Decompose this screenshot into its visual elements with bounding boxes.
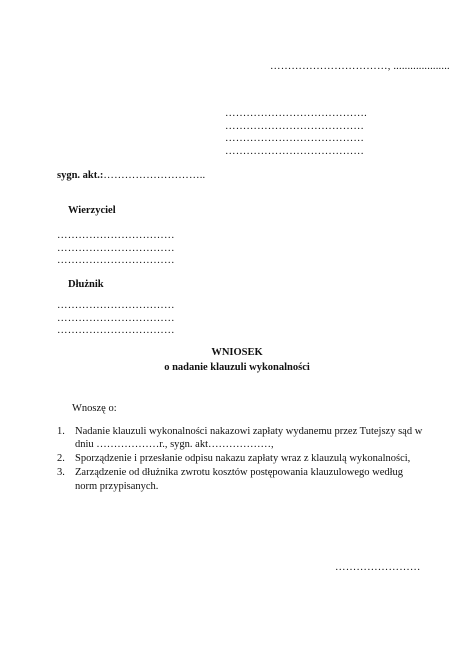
court-address-line: ………………………………… — [225, 145, 365, 157]
place-date-line: ……………………………, .................... — [270, 61, 450, 72]
request-intro: Wnoszę o: — [72, 403, 117, 414]
case-ref-value: ……………………….. — [103, 170, 206, 181]
creditor-line: …………………………… — [57, 230, 175, 241]
request-list — [57, 425, 427, 494]
court-address-line: ………………………………… — [225, 133, 365, 144]
debtor-lines — [57, 299, 175, 337]
court-address-line: ………………………………… — [225, 120, 365, 132]
request-number: 2. — [57, 453, 65, 465]
creditor-heading: Wierzyciel — [68, 205, 116, 216]
request-text: Sporządzenie i przesłanie odpisu nakazu zapłaty wraz z klauzulą wykonalności, — [75, 453, 411, 465]
document-subtitle: o nadanie klauzuli wykonalności — [164, 362, 310, 373]
creditor-line: …………………………… — [57, 255, 175, 266]
request-number: 3. — [57, 467, 65, 479]
request-text: Zarządzenie od dłużnika zwrotu kosztów postępowania klauzulowego według norm przypisanych. — [75, 467, 404, 492]
document-title: WNIOSEK — [211, 347, 263, 358]
court-address-block — [225, 107, 367, 157]
request-text: Nadanie klauzuli wykonalności nakazowi zapłaty wydanemu przez Tutejszy sąd w dniu ………………r., sygn. akt………………, — [75, 426, 423, 451]
request-item — [57, 452, 427, 465]
debtor-heading: Dłużnik — [68, 279, 104, 290]
case-reference — [57, 169, 205, 182]
case-ref-label: sygn. akt.: — [57, 170, 104, 181]
creditor-lines — [57, 229, 175, 267]
request-item — [57, 425, 427, 451]
signature-line: …………………… — [335, 562, 421, 573]
debtor-line: …………………………… — [57, 312, 175, 324]
request-number: 1. — [57, 426, 65, 437]
court-address-line: …………………………………. — [225, 108, 367, 119]
debtor-line: …………………………… — [57, 325, 175, 336]
request-item — [57, 466, 427, 492]
debtor-line: …………………………… — [57, 300, 175, 311]
creditor-line: …………………………… — [57, 242, 175, 254]
